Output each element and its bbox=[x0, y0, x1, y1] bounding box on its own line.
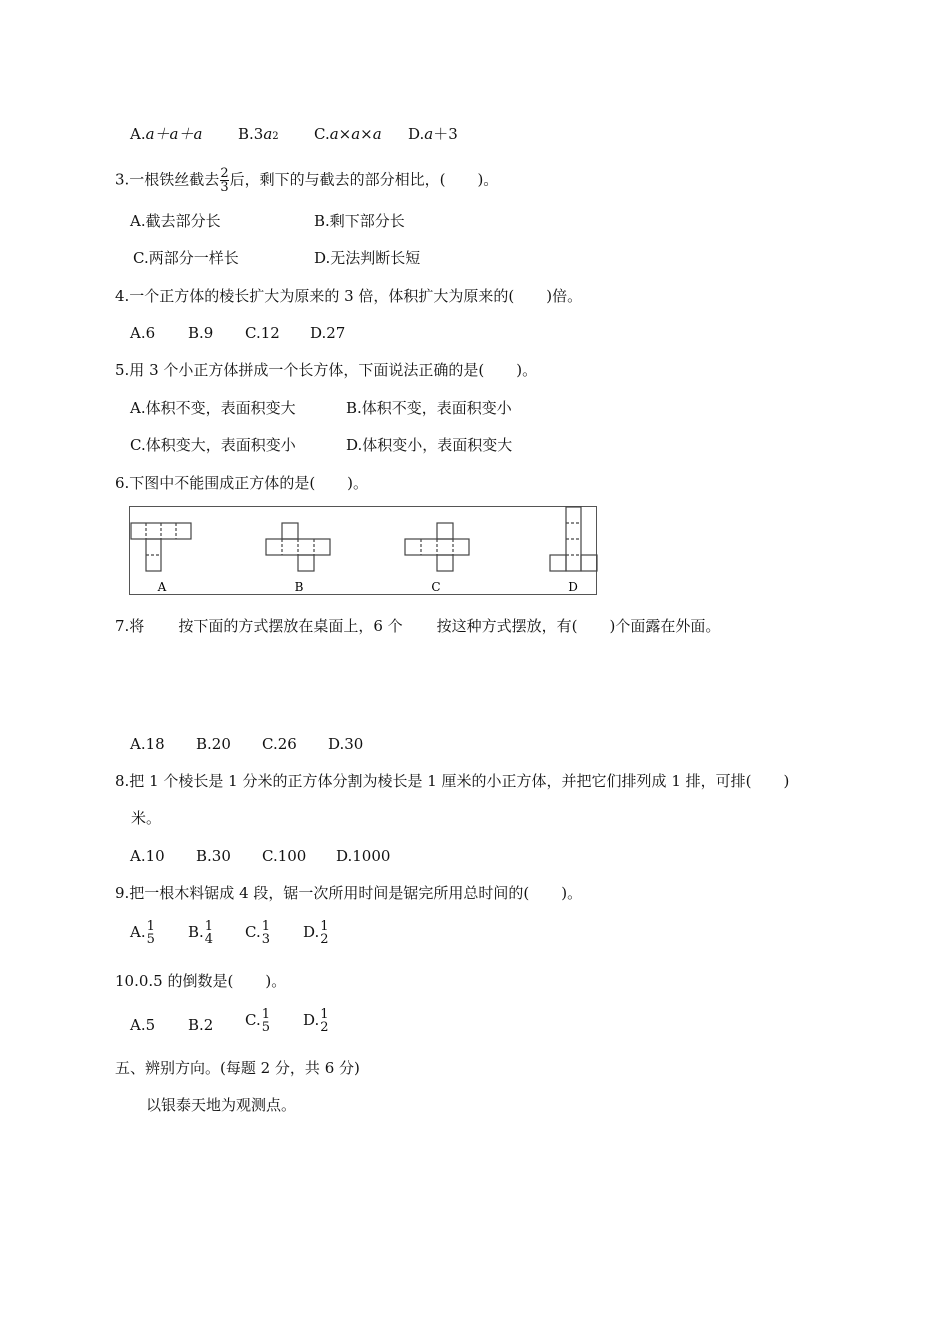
q9-option-d: D. 1 2 bbox=[303, 919, 329, 947]
q9-option-b: B. 1 4 bbox=[188, 919, 214, 947]
q2-option-c: C.a×a×a bbox=[314, 125, 382, 143]
q10-stem: 10.0.5 的倒数是( )。 bbox=[115, 972, 287, 990]
q10-option-b: B.2 bbox=[188, 1016, 214, 1034]
q3-option-a: A.截去部分长 bbox=[130, 212, 221, 230]
section-5-subtitle: 以银泰天地为观测点。 bbox=[146, 1096, 297, 1114]
q8-stem-line2: 米。 bbox=[131, 809, 162, 827]
q9-stem: 9.把一根木料锯成 4 段，锯一次所用时间是锯完所用总时间的( )。 bbox=[115, 884, 583, 902]
q10-option-c: C. 1 5 bbox=[245, 1007, 270, 1035]
net-c bbox=[405, 523, 469, 571]
q8-option-d: D.1000 bbox=[336, 847, 391, 865]
q7-stem: 7.将 按下面的方式摆放在桌面上，6 个 按这种方式摆放，有( )个面露在外面。 bbox=[115, 617, 721, 635]
q6-stem: 6.下图中不能围成正方体的是( )。 bbox=[115, 474, 369, 492]
q8-stem: 8.把 1 个棱长是 1 分米的正方体分割为棱长是 1 厘米的小正方体，并把它们排列成 1 排，可排( ) bbox=[115, 772, 790, 790]
net-a bbox=[131, 523, 191, 571]
cube-nets-figure bbox=[129, 506, 598, 596]
q10-option-d: D. 1 2 bbox=[303, 1007, 329, 1035]
q8-option-c: C.100 bbox=[262, 847, 307, 865]
q4-option-c: C.12 bbox=[245, 324, 280, 342]
q4-option-d: D.27 bbox=[310, 324, 346, 342]
net-label-a: A bbox=[157, 580, 167, 594]
net-d bbox=[550, 507, 597, 571]
q2-option-d: D.a＋3 bbox=[408, 125, 458, 143]
net-label-c: C bbox=[431, 580, 441, 594]
q9-option-c: C. 1 3 bbox=[245, 919, 270, 947]
q7-option-d: D.30 bbox=[328, 735, 364, 753]
q5-option-b: B.体积不变，表面积变小 bbox=[346, 399, 512, 417]
q10-option-a: A.5 bbox=[130, 1016, 156, 1034]
net-label-d: D bbox=[568, 580, 578, 594]
q4-option-a: A.6 bbox=[130, 324, 156, 342]
q3-stem: 3.一根铁丝截去 $\frac{2}{3}$ 后，剩下的与截去的部分相比，( )。 bbox=[115, 166, 499, 195]
q9-option-a: A. 1 5 bbox=[130, 919, 155, 947]
q5-option-c: C.体积变大，表面积变小 bbox=[130, 436, 296, 454]
q3-option-b: B.剩下部分长 bbox=[314, 212, 405, 230]
q8-option-a: A.10 bbox=[130, 847, 165, 865]
q3-fraction: $\frac{2}{3}$ bbox=[220, 166, 229, 195]
q3-option-d: D.无法判断长短 bbox=[314, 249, 421, 267]
q3-option-c: C.两部分一样长 bbox=[133, 249, 239, 267]
q5-option-d: D.体积变小，表面积变大 bbox=[346, 436, 513, 454]
net-b bbox=[266, 523, 330, 571]
q4-stem: 4.一个正方体的棱长扩大为原来的 3 倍，体积扩大为原来的( )倍。 bbox=[115, 287, 583, 305]
q2-option-b: B.3a2 bbox=[238, 125, 279, 143]
q7-option-b: B.20 bbox=[196, 735, 231, 753]
net-label-b: B bbox=[294, 580, 304, 594]
q8-option-b: B.30 bbox=[196, 847, 231, 865]
q5-option-a: A.体积不变，表面积变大 bbox=[130, 399, 296, 417]
section-5-title: 五、辨别方向。(每题 2 分，共 6 分) bbox=[115, 1059, 360, 1077]
q4-option-b: B.9 bbox=[188, 324, 214, 342]
q2-option-a: A.a＋a＋a bbox=[130, 125, 203, 143]
q7-option-c: C.26 bbox=[262, 735, 297, 753]
q7-option-a: A.18 bbox=[130, 735, 165, 753]
q5-stem: 5.用 3 个小正方体拼成一个长方体，下面说法正确的是( )。 bbox=[115, 361, 538, 379]
